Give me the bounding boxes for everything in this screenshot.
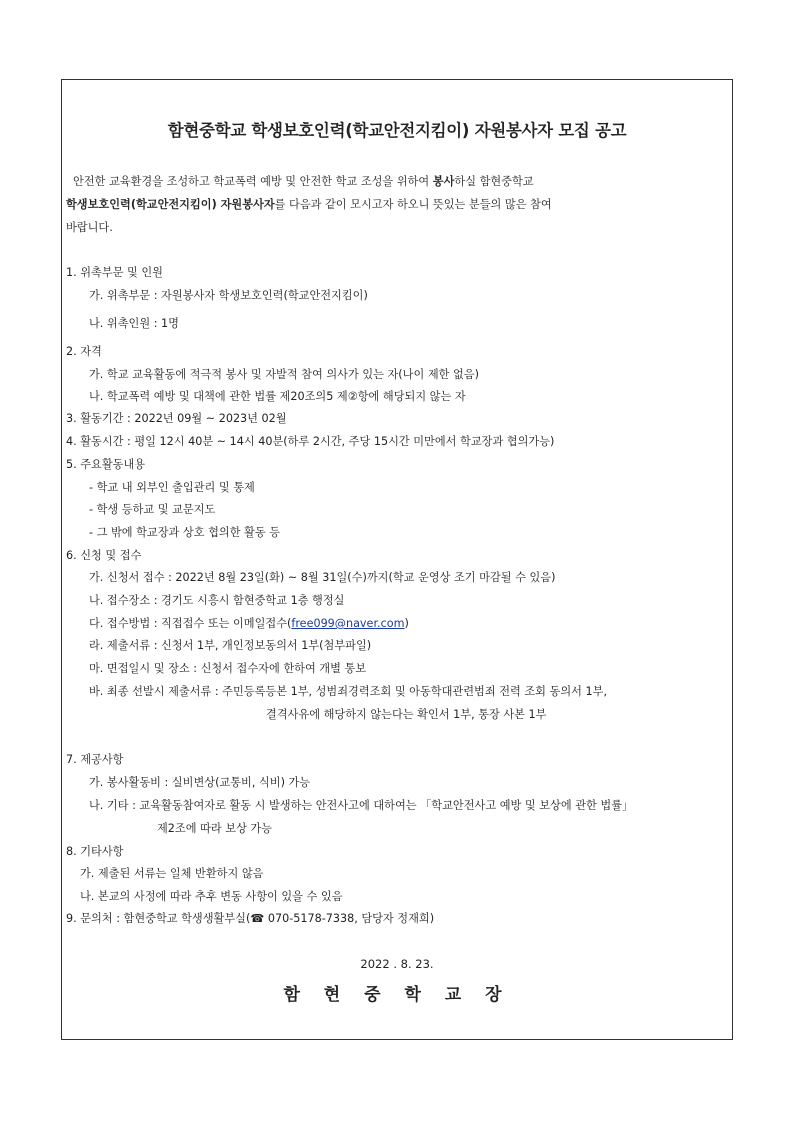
section-2-heading: 2. 자격 (66, 345, 102, 358)
email-link[interactable]: free099@naver.com (291, 617, 405, 630)
section-6-heading: 6. 신청 및 접수 (66, 549, 142, 562)
section-6-item-e: 마. 면접일시 및 장소 : 신청서 접수자에 한하여 개별 통보 (89, 662, 367, 675)
section-6-item-d: 라. 제출서류 : 신청서 1부, 개인정보동의서 1부(첨부파일) (89, 639, 372, 652)
section-6-item-f-cont: 결격사유에 해당하지 않는다는 확인서 1부, 통장 사본 1부 (266, 708, 547, 721)
section-2-item-b: 나. 학교폭력 예방 및 대책에 관한 법률 제20조의5 제②항에 해당되지 않는 자 (89, 390, 466, 403)
section-7-item-a: 가. 봉사활동비 : 실비변상(교통비, 식비) 가능 (89, 776, 311, 789)
section-5-item-a: - 학교 내 외부인 출입관리 및 통제 (89, 481, 255, 494)
page-title: 함현중학교 학생보호인력(학교안전지킴이) 자원봉사자 모집 공고 (167, 121, 627, 140)
section-7-item-b: 나. 기타 : 교육활동참여자로 활동 시 발생하는 안전사고에 대하여는 「학교안전사고 예방 및 보상에 관한 법률」 (89, 799, 634, 812)
phone-icon: ☎ (250, 912, 265, 925)
section-5-item-c: - 그 밖에 학교장과 상호 협의한 활동 등 (89, 526, 281, 539)
section-4-hours: 4. 활동시간 : 평일 12시 40분 ~ 14시 40분(하루 2시간, 주당 15시간 미만에서 학교장과 협의가능) (66, 435, 555, 448)
principal-signature: 함 현 중 학 교 장 (283, 985, 511, 1005)
section-1-item-b: 나. 위촉인원 : 1명 (89, 317, 179, 330)
intro-line-3: 바랍니다. (66, 221, 113, 234)
section-6-item-b: 나. 접수장소 : 경기도 시흥시 함현중학교 1층 행정실 (89, 594, 345, 607)
section-7-heading: 7. 제공사항 (66, 753, 124, 766)
intro-line-1: 안전한 교육환경을 조성하고 학교폭력 예방 및 안전한 학교 조성을 위하여 봉사하실 함현중학교 (73, 175, 534, 188)
section-7-item-b-cont: 제2조에 따라 보상 가능 (157, 822, 273, 835)
section-6-item-c: 다. 접수방법 : 직접접수 또는 이메일접수(free099@naver.com) (89, 617, 409, 630)
section-9-contact: 9. 문의처 : 함현중학교 학생생활부실(☎ 070-5178-7338, 담당자 정재희) (66, 912, 435, 925)
notice-date: 2022 . 8. 23. (360, 957, 434, 971)
section-5-heading: 5. 주요활동내용 (66, 458, 146, 471)
section-8-heading: 8. 기타사항 (66, 845, 124, 858)
section-6-item-a: 가. 신청서 접수 : 2022년 8월 23일(화) ~ 8월 31일(수)까지(학교 운영상 조기 마감될 수 있음) (89, 571, 556, 584)
section-8-item-b: 나. 본교의 사정에 따라 추후 변동 사항이 있을 수 있음 (80, 890, 343, 903)
intro-emphasis: 봉사 (432, 175, 455, 188)
intro-emphasis: 학생보호인력(학교안전지킴이) 자원봉사자 (66, 198, 275, 211)
section-3-period: 3. 활동기간 : 2022년 09월 ~ 2023년 02월 (66, 412, 287, 425)
section-5-item-b: - 학생 등하교 및 교문지도 (89, 503, 216, 516)
section-1-item-a: 가. 위촉부문 : 자원봉사자 학생보호인력(학교안전지킴이) (89, 289, 368, 302)
section-2-item-a: 가. 학교 교육활동에 적극적 봉사 및 자발적 참여 의사가 있는 자(나이 제한 없음) (89, 368, 479, 381)
intro-line-2: 학생보호인력(학교안전지킴이) 자원봉사자를 다음과 같이 모시고자 하오니 뜻있는 분들의 많은 참여 (66, 198, 552, 211)
section-1-heading: 1. 위촉부문 및 인원 (66, 266, 163, 279)
section-8-item-a: 가. 제출된 서류는 일체 반환하지 않음 (80, 867, 264, 880)
section-6-item-f: 바. 최종 선발시 제출서류 : 주민등록등본 1부, 성범죄경력조회 및 아동학대관련범죄 전력 조회 동의서 1부, (89, 685, 607, 698)
